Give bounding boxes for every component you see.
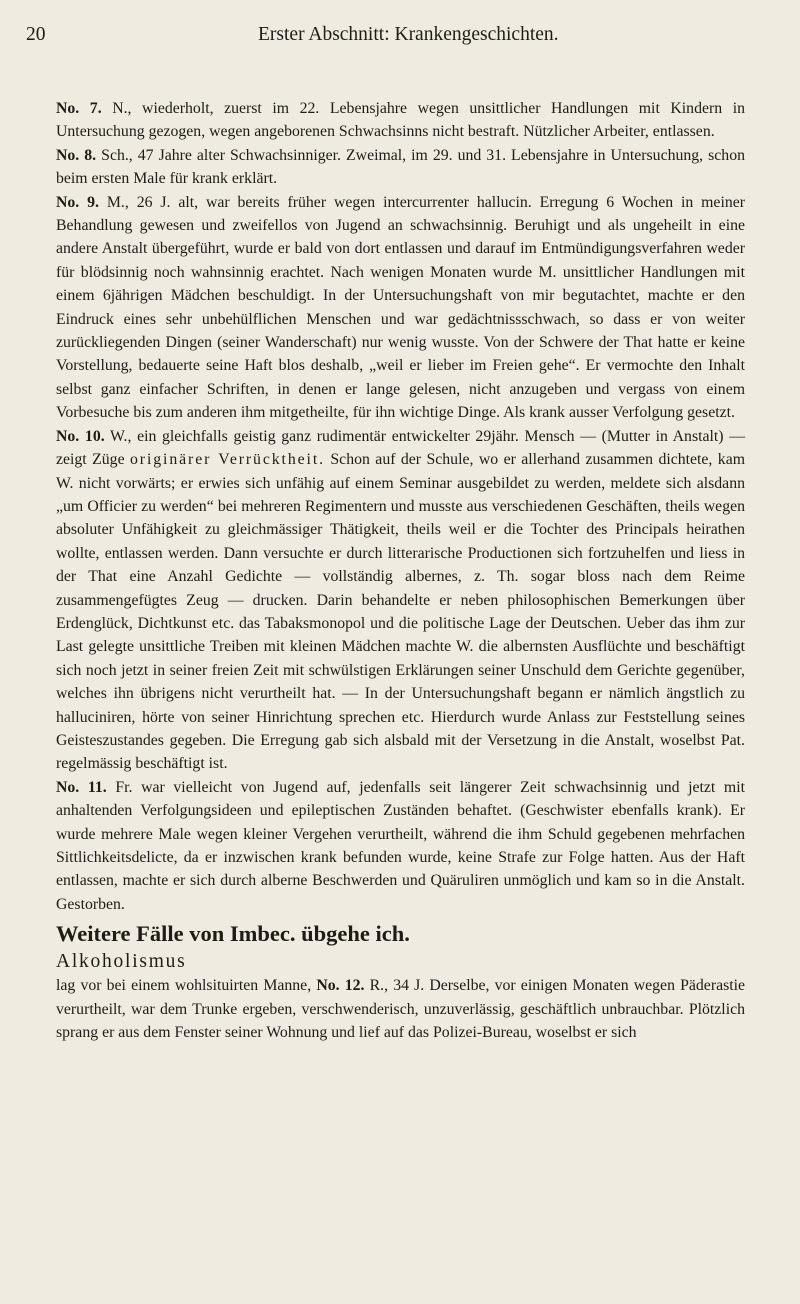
case-text: M., 26 J. alt, war bereits früher wegen intercurrenter hallucin. Erregung 6 Wochen in meiner Behandlung gewesen und zweifellos von Jugend an schwachsinnig. Beruhigt und als ungeheilt in eine andere Anstalt übergeführt, wurde er bald von dort entlassen und darauf im Entmündigungsverfahren weder für blödsinnig noch wahnsinnig erachtet. Nach wenigen Monaten wurde M. unsittlicher Handlungen mit einem 6jährigen Mädchen beschuldigt. In der Untersuchungshaft von mir begutachtet, machte er den Eindruck eines sehr unbehülflichen Menschen und war gedächtnissschwach, so dass er von weiter zurückliegenden Dingen (seiner Wanderschaft) nur wenig wusste. Von der Schwere der That hatte er keine Vorstellung, bedauerte seine Haft blos deshalb, „weil er lieber im Freien gehe“. Er vermochte den Inhalt selbst ganz einfacher Schriften, in denen er lange gelesen, nicht anzugeben und vergass von einem Vorbesuche bis zum anderen ihm mitgetheilte, für ihn wichtige Dinge. Als krank ausser Verfolgung gesetzt. — [56, 193, 745, 422]
case-text: W., ein gleichfalls geistig ganz rudimentär entwickelter 29jähr. Mensch — (Mutter in Anstalt) — zeigt Züge — [56, 427, 745, 469]
case-paragraph-12 — [56, 974, 745, 1044]
page-number: 20 — [26, 24, 46, 45]
case-number: No. 12. — [316, 977, 365, 995]
case-text: Schon auf der Schule, wo er allerhand zusammen dichtete, kam W. nicht vorwärts; er erwies sich unfähig auf einem Seminar ausgebildet zu werden, meldete sich alsdann „um Officier zu werden“ bei mehreren Regimentern und musste aus verschiedenen Geschäften, theils wegen absoluter Unfähigkeit zu gleichmässiger Thätigkeit, theils weil er die Tochter des Principals heirathen wollte, entlassen werden. Dann versuchte er durch litterarische Productionen sich fortzuhelfen und liess in der That eine Anzahl Gedichte — vollständig albernes, z. Th. sogar bloss nach dem Reime zusammengefügtes Zeug — drucken. Darin behandelte er neben philosophischen Bemerkungen über Erdenglück, Dichtkunst etc. das Tabaksmonopol und die politische Lage der Deutschen. Ueber das ihm zur Last gelegte unsittliche Treiben mit kleinen Mädchen machte W. die albernsten Ausflüchte und beschäftigt sich noch jetzt in seiner freien Zeit mit schwülstigen Erklärungen seiner Unschuld dem Gerichte gegenüber, welches ihn übrigens nicht verurtheilt hat. — In der Untersuchungshaft begann er nämlich ängstlich zu hallucinіren, hörte von seiner Hinrichtung sprechen etc. Hierdurch wurde Anlass zur Feststellung seines Geisteszustandes gegeben. Die Erregung gab sich alsbald mit der Versetzung in die Anstalt, woselbst Pat. regelmässig beschäftigt ist. — [56, 451, 746, 773]
case-text: N., wiederholt, zuerst im 22. Lebensjahre wegen unsittlicher Handlungen mit Kindern in Untersuchung gezogen, wegen angeborenen Schwachsinns nicht bestraft. Nützlicher Arbeiter, entlassen. — [56, 100, 745, 141]
subsection-heading: Alkoholismus — [56, 951, 187, 973]
case-paragraph-8 — [56, 144, 745, 191]
case-paragraph-11 — [56, 776, 745, 916]
case-number: No. 7. — [56, 100, 102, 117]
case-paragraph-10 — [56, 425, 745, 776]
body-text — [56, 97, 745, 1044]
case-paragraph-9 — [56, 191, 745, 425]
page-header — [26, 24, 726, 54]
case-text: Fr. war vielleicht von Jugend auf, jedenfalls seit längerer Zeit schwachsinnig und jetzt mit anhaltenden Verfolgungsideen und epileptischen Zuständen behaftet. (Geschwister ebenfalls krank). Er wurde mehrere Male wegen kleiner Vergehen verurtheilt, während die ihm Schuld gegebenen mehrfachen Sittlichkeitsdelicte, da er inzwischen krank befunden wurde, keine Strafe zur Folge hatten. Aus der Haft entlassen, machte er sich durch alberne Beschwerden und Quäruliren unmöglich und kam so in die Anstalt. Gestorben. — [56, 778, 745, 913]
case-text-spaced: originärer Verrücktheit. — [130, 451, 325, 469]
case-text: Sch., 47 Jahre alter Schwachsinniger. Zweimal, im 29. und 31. Lebensjahre in Untersuchung, schon beim ersten Male für krank erklärt. — [56, 146, 745, 188]
case-text: lag vor bei einem wohlsituirten Manne, — [56, 977, 312, 995]
case-number: No. 8. — [56, 146, 97, 164]
case-paragraph-7 — [56, 97, 745, 144]
running-head: Erster Abschnitt: Krankengeschichten. — [258, 24, 559, 45]
case-number: No. 9. — [56, 193, 99, 211]
case-number: No. 11. — [56, 778, 107, 796]
case-text: R., 34 J. Derselbe, vor einigen Monaten wegen Päderastie verurtheilt, war dem Trunke ergeben, verschwenderisch, unzuverlässig, geschäftlich unbrauchbar. Plötzlich sprang er aus dem Fenster seiner Wohnung und lief auf das Polizei-Bureau, woselbst er sich — [56, 977, 746, 1042]
case-number: No. 10. — [56, 427, 105, 445]
section-heading: Weitere Fälle von Imbec. übgehe ich. — [56, 921, 410, 947]
